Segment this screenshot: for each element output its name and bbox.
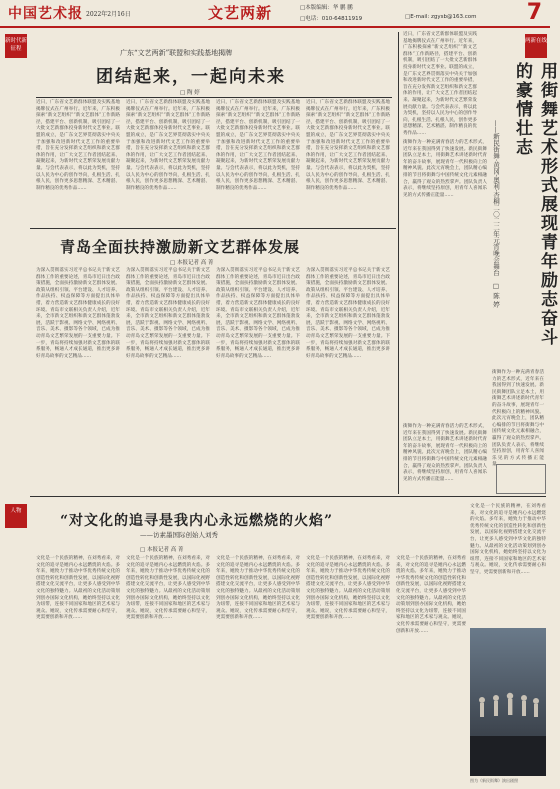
article2-body: 为深入贯彻落实习近平总书记关于新文艺群体工作的重要论述，青岛市近日出台政策措施，全面扶持激励新文艺群体发展。政策从组织引领、平台建设、人才培养、作品扶持、权益保障等方面提出具体举措，着力营造新文艺群体健康成长的良好环境。青岛市文联相关负责人介绍，近年来，全市新文艺组织和新文艺群体蓬勃发展，活跃于影视、网络文学、网络视听、音乐、美术、摄影等各个领域，已成为推动青岛文艺繁荣发展的一支重要力量。下一步，青岛将持续加强对新文艺群体的联系服务，畅通人才成长通道，推出更多讲好青岛故事的文艺精品…… xyxy=(36,268,120,359)
article1-body: 近日，广东省文艺新群体联盟及实践基地揭牌仪式在广州举行。近年来，广东积极探索“新文艺组织”“新文艺群体”工作新路径，搭建平台、创新机制，吸引团结了一大批文艺新群体投身新时代文艺事业。联盟的成立，是广东文艺界贯彻落实中央关于加强和改进新时代文艺工作的重要举措，旨在充分发挥新文艺组织和新文艺群体的作用，让广大文艺工作者团结起来、凝聚起来，为新时代文艺繁荣发展贡献力量。与会代表表示，将以此为契机，坚持以人民为中心的创作导向，扎根生活、扎根人民，创作更多思想精深、艺术精湛、制作精良的优秀作品…… xyxy=(36,100,120,191)
article3-tag: 人物 xyxy=(5,504,27,528)
article3-body: 文化是一个民族的精神，在刘秀看来，对文化的追寻是她内心永远燃烧的火焰。多年来，她致力于推动中华优秀传统文化的创造性转化和创新性发展，以国际化视野搭建文化交流平台，让更多人感受到中华文化的独特魅力。从最初的文化活动策划到创办国际文化机构，她始终坚持以文化为纽带，连接不同国家和地区的艺术家与观众。她说，文化传承需要耐心和坚守，更需要创新和开放…… xyxy=(396,556,466,634)
sidebar-body: 街舞作为一种充满青春活力的艺术形式，近年来在我国得到了快速发展。新民街舞团队立足本土，用街舞艺术讲述新时代青年的奋斗故事，展现青年一代积极向上的精神风貌。此次元宵晚会上，团队精心编排的节目将街舞与中国传统文化元素相融合，赢得了观众的热烈掌声。团队负责人表示，将继续坚持原创，用青年人喜闻乐见的方式传播正能量…… xyxy=(492,370,544,468)
qr-box xyxy=(496,464,546,494)
article3-body: 文化是一个民族的精神，在刘秀看来，对文化的追寻是她内心永远燃烧的火焰。多年来，她致力于推动中华优秀传统文化的创造性转化和创新性发展，以国际化视野搭建文化交流平台，让更多人感受到中华文化的独特魅力。从最初的文化活动策划到创办国际文化机构，她始终坚持以文化为纽带，连接不同国家和地区的艺术家与观众。她说，文化传承需要耐心和坚守，更需要创新和开放…… xyxy=(36,556,120,621)
article1-title: 团结起来，一起向未来 xyxy=(96,67,286,87)
divider xyxy=(30,228,396,229)
article1-byline: □ 陶 婷 xyxy=(180,90,200,96)
article2-body: 为深入贯彻落实习近平总书记关于新文艺群体工作的重要论述，青岛市近日出台政策措施，全面扶持激励新文艺群体发展。政策从组织引领、平台建设、人才培养、作品扶持、权益保障等方面提出具体举措，着力营造新文艺群体健康成长的良好环境。青岛市文联相关负责人介绍，近年来，全市新文艺组织和新文艺群体蓬勃发展，活跃于影视、网络文学、网络视听、音乐、美术、摄影等各个领域，已成为推动青岛文艺繁荣发展的一支重要力量。下一步，青岛将持续加强对新文艺群体的联系服务，畅通人才成长通道，推出更多讲好青岛故事的文艺精品…… xyxy=(126,268,210,359)
article3-body: 文化是一个民族的精神，在刘秀看来，对文化的追寻是她内心永远燃烧的火焰。多年来，她致力于推动中华优秀传统文化的创造性转化和创新性发展，以国际化视野搭建文化交流平台，让更多人感受到中华文化的独特魅力。从最初的文化活动策划到创办国际文化机构，她始终坚持以文化为纽带，连接不同国家和地区的艺术家与观众。她说，文化传承需要耐心和坚守，更需要创新和开放…… xyxy=(306,556,390,621)
sidebar-byline: □ 陈 婷 xyxy=(492,282,500,308)
article3-title: “对文化的追寻是我内心永远燃烧的火焰” xyxy=(60,513,334,529)
article2-body: 为深入贯彻落实习近平总书记关于新文艺群体工作的重要论述，青岛市近日出台政策措施，全面扶持激励新文艺群体发展。政策从组织引领、平台建设、人才培养、作品扶持、权益保障等方面提出具体举措，着力营造新文艺群体健康成长的良好环境。青岛市文联相关负责人介绍，近年来，全市新文艺组织和新文艺群体蓬勃发展，活跃于影视、网络文学、网络视听、音乐、美术、摄影等各个领域，已成为推动青岛文艺繁荣发展的一支重要力量。下一步，青岛将持续加强对新文艺群体的联系服务，畅通人才成长通道，推出更多讲好青岛故事的文艺精品…… xyxy=(306,268,390,359)
continuation-body: 近日，广东省文艺新群体联盟及实践基地揭牌仪式在广州举行。近年来，广东积极探索“新文艺组织”“新文艺群体”工作新路径，搭建平台、创新机制，吸引团结了一大批文艺新群体投身新时代文艺事业。联盟的成立，是广东文艺界贯彻落实中央关于加强和改进新时代文艺工作的重要举措，旨在充分发挥新文艺组织和新文艺群体的作用，让广大文艺工作者团结起来、凝聚起来，为新时代文艺繁荣发展贡献力量。与会代表表示，将以此为契机，坚持以人民为中心的创作导向，扎根生活、扎根人民，创作更多思想精深、艺术精湛、制作精良的优秀作品…… xyxy=(403,32,477,136)
divider xyxy=(36,97,392,98)
sidebar-title: 用街舞艺术形式展现青年励志奋斗的豪情壮志 xyxy=(512,62,557,347)
article1-tag: 新时代新征程 xyxy=(5,34,27,58)
article3-subtitle: ——访素墨国际创始人刘秀 xyxy=(140,531,218,539)
sidebar-body: 街舞作为一种充满青春活力的艺术形式，近年来在我国得到了快速发展。新民街舞团队立足本土，用街舞艺术讲述新时代青年的奋斗故事，展现青年一代积极向上的精神风貌。此次元宵晚会上，团队精心编排的节目将街舞与中国传统文化元素相融合，赢得了观众的热烈掌声。团队负责人表示，将继续坚持原创，用青年人喜闻乐见的方式传播正能量…… xyxy=(403,424,487,482)
performance-photo xyxy=(470,628,546,776)
column-divider xyxy=(398,32,399,494)
article3-body: 文化是一个民族的精神，在刘秀看来，对文化的追寻是她内心永远燃烧的火焰。多年来，她致力于推动中华优秀传统文化的创造性转化和创新性发展，以国际化视野搭建文化交流平台，让更多人感受到中华文化的独特魅力。从最初的文化活动策划到创办国际文化机构，她始终坚持以文化为纽带，连接不同国家和地区的艺术家与观众。她说，文化传承需要耐心和坚守，更需要创新和开放…… xyxy=(126,556,210,621)
article2-byline: □ 本报记者 高 菁 xyxy=(170,260,214,266)
photo-caption: 图为《新民街舞》演出剧照 xyxy=(470,778,518,783)
email-line: □E-mail: zgysb@163.com xyxy=(405,14,477,20)
article1-body: 近日，广东省文艺新群体联盟及实践基地揭牌仪式在广州举行。近年来，广东积极探索“新文艺组织”“新文艺群体”工作新路径，搭建平台、创新机制，吸引团结了一大批文艺新群体投身新时代文艺事业。联盟的成立，是广东文艺界贯彻落实中央关于加强和改进新时代文艺工作的重要举措，旨在充分发挥新文艺组织和新文艺群体的作用，让广大文艺工作者团结起来、凝聚起来，为新时代文艺繁荣发展贡献力量。与会代表表示，将以此为契机，坚持以人民为中心的创作导向，扎根生活、扎根人民，创作更多思想精深、艺术精湛、制作精良的优秀作品…… xyxy=(126,100,210,191)
sidebar-subtitle: ——新民街舞·黄冈·奥利·杏桐二〇二二年元宵晚会舞台 xyxy=(492,120,500,276)
phone-line: □电话：010-64811919 xyxy=(300,16,363,22)
article1-kicker: 广东“文艺两新”联盟和实践基地揭牌 xyxy=(120,49,233,57)
divider xyxy=(30,496,546,497)
editor-line: □本版编辑：华 鹏 鹏 xyxy=(300,5,353,11)
page-number: 7 xyxy=(526,0,542,25)
article3-body: 文化是一个民族的精神，在刘秀看来，对文化的追寻是她内心永远燃烧的火焰。多年来，她致力于推动中华优秀传统文化的创造性转化和创新性发展，以国际化视野搭建文化交流平台，让更多人感受到中华文化的独特魅力。从最初的文化活动策划到创办国际文化机构，她始终坚持以文化为纽带，连接不同国家和地区的艺术家与观众。她说，文化传承需要耐心和坚守，更需要创新和开放…… xyxy=(470,504,546,575)
newspaper-logo: 中国艺术报 xyxy=(8,6,83,22)
article3-body: 文化是一个民族的精神，在刘秀看来，对文化的追寻是她内心永远燃烧的火焰。多年来，她致力于推动中华优秀传统文化的创造性转化和创新性发展，以国际化视野搭建文化交流平台，让更多人感受到中华文化的独特魅力。从最初的文化活动策划到创办国际文化机构，她始终坚持以文化为纽带，连接不同国家和地区的艺术家与观众。她说，文化传承需要耐心和坚守，更需要创新和开放…… xyxy=(216,556,300,621)
article2-body: 为深入贯彻落实习近平总书记关于新文艺群体工作的重要论述，青岛市近日出台政策措施，全面扶持激励新文艺群体发展。政策从组织引领、平台建设、人才培养、作品扶持、权益保障等方面提出具体举措，着力营造新文艺群体健康成长的良好环境。青岛市文联相关负责人介绍，近年来，全市新文艺组织和新文艺群体蓬勃发展，活跃于影视、网络文学、网络视听、音乐、美术、摄影等各个领域，已成为推动青岛文艺繁荣发展的一支重要力量。下一步，青岛将持续加强对新文艺群体的联系服务，畅通人才成长通道，推出更多讲好青岛故事的文艺精品…… xyxy=(216,268,300,359)
article1-body: 近日，广东省文艺新群体联盟及实践基地揭牌仪式在广州举行。近年来，广东积极探索“新文艺组织”“新文艺群体”工作新路径，搭建平台、创新机制，吸引团结了一大批文艺新群体投身新时代文艺事业。联盟的成立，是广东文艺界贯彻落实中央关于加强和改进新时代文艺工作的重要举措，旨在充分发挥新文艺组织和新文艺群体的作用，让广大文艺工作者团结起来、凝聚起来，为新时代文艺繁荣发展贡献力量。与会代表表示，将以此为契机，坚持以人民为中心的创作导向，扎根生活、扎根人民，创作更多思想精深、艺术精湛、制作精良的优秀作品…… xyxy=(306,100,390,191)
section-title: 文艺两新 xyxy=(208,4,273,22)
article3-byline: □ 本报记者 高 菁 xyxy=(140,547,184,553)
sidebar-body: 街舞作为一种充满青春活力的艺术形式，近年来在我国得到了快速发展。新民街舞团队立足本土，用街舞艺术讲述新时代青年的奋斗故事，展现青年一代积极向上的精神风貌。此次元宵晚会上，团队精心编排的节目将街舞与中国传统文化元素相融合，赢得了观众的热烈掌声。团队负责人表示，将继续坚持原创，用青年人喜闻乐见的方式传播正能量…… xyxy=(403,140,487,198)
article2-title: 青岛全面扶持激励新文艺群体发展 xyxy=(60,238,301,256)
issue-date: 2022年2月16日 xyxy=(86,11,131,18)
sidebar-tag: 两新在线 xyxy=(525,34,547,58)
article1-body: 近日，广东省文艺新群体联盟及实践基地揭牌仪式在广州举行。近年来，广东积极探索“新文艺组织”“新文艺群体”工作新路径，搭建平台、创新机制，吸引团结了一大批文艺新群体投身新时代文艺事业。联盟的成立，是广东文艺界贯彻落实中央关于加强和改进新时代文艺工作的重要举措，旨在充分发挥新文艺组织和新文艺群体的作用，让广大文艺工作者团结起来、凝聚起来，为新时代文艺繁荣发展贡献力量。与会代表表示，将以此为契机，坚持以人民为中心的创作导向，扎根生活、扎根人民，创作更多思想精深、艺术精湛、制作精良的优秀作品…… xyxy=(216,100,300,191)
